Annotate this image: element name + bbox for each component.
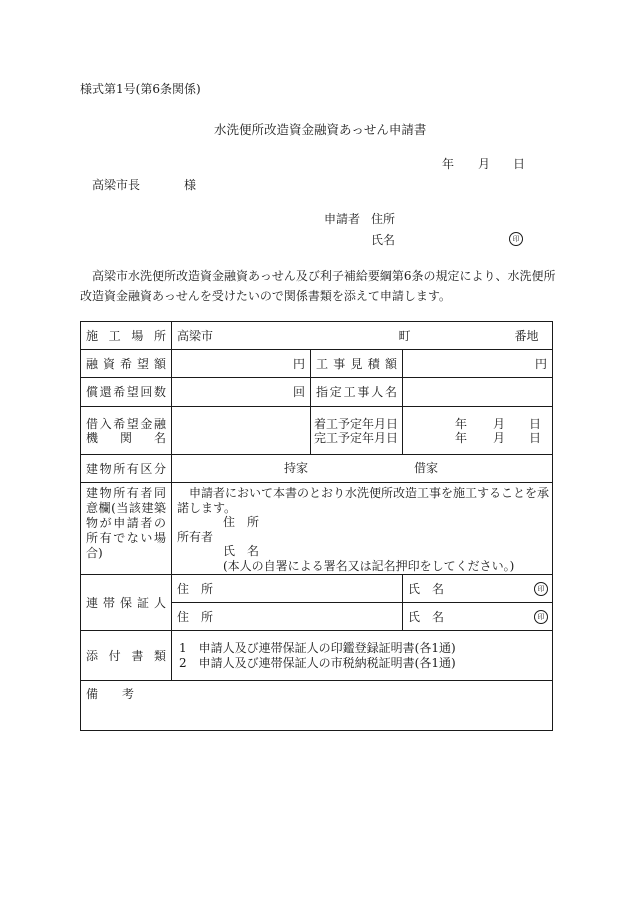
applicant-seal-icon: 印 [509,230,523,246]
guarantor-label: 連帯保証人 [81,575,172,631]
intro-line-2: 改造資金融資あっせんを受けたいので関係書類を添えて申請します。 [80,289,451,303]
remarks-field[interactable] [81,681,553,731]
site-lot: 番地 [514,328,539,343]
row-loan [81,350,553,378]
consent-address-label: 住 所 [223,515,260,529]
addressee: 高梁市長 [92,178,141,192]
repay-times: 回 [292,385,305,399]
date-day: 日 [513,157,526,171]
applicant-name-label: 氏名 [371,233,396,247]
guarantor-1-seal-icon: 印 [534,582,548,596]
consent-name-label: 氏 名 [223,544,260,558]
remarks-label: 備 考 [86,687,135,701]
end-date-label: 完工予定年月日 [314,430,399,445]
ownership-label: 建物所有区分 [81,455,172,483]
estimate-field[interactable] [403,350,553,378]
guarantor-2-seal-icon: 印 [534,610,548,624]
row-bank [81,407,553,455]
ownership-options[interactable] [172,455,553,483]
row-attachments [81,631,553,681]
rent-house-option[interactable]: 借家 [414,461,439,475]
start-date-label: 着工予定年月日 [314,416,399,431]
bank-label: 借入希望金融 機関名 [81,407,172,455]
attachments-label: 添付書類 [81,631,172,681]
row-guarantor-1 [81,575,553,603]
end-date-row: 年 月 日 [455,430,542,445]
guarantor-2-name[interactable]: 氏 名 印 [403,603,553,631]
consent-body[interactable] [172,483,553,575]
schedule-labels [311,407,403,455]
row-repay [81,378,553,407]
consent-owner-label: 所有者 [177,529,214,544]
applicant-address-label: 住所 [371,212,396,226]
form-number: 様式第1号(第6条関係) [80,82,201,96]
estimate-label: 工事見積額 [311,350,403,378]
consent-note: (本人の自署による署名又は記名押印をしてください。) [223,558,515,573]
guarantor-2-address[interactable]: 住 所 [172,603,403,631]
loan-yen: 円 [292,356,305,371]
loan-amount-field[interactable] [172,350,311,378]
estimate-yen: 円 [534,356,547,371]
site-town: 町 [398,328,411,343]
contractor-field[interactable] [403,378,553,407]
application-form-table [80,321,553,731]
own-house-option[interactable]: 持家 [284,461,309,475]
attachments-list [172,631,553,681]
bank-field[interactable] [172,407,311,455]
date-month: 月 [478,157,491,171]
date-year: 年 [442,157,455,171]
row-site [81,322,553,350]
row-ownership [81,455,553,483]
schedule-dates[interactable] [403,407,553,455]
attachment-2: 2 申請人及び連帯保証人の市税納税証明書(各1通) [179,655,456,670]
guarantor-1-address[interactable]: 住 所 [172,575,403,603]
addressee-suffix: 様 [184,178,197,192]
repay-label: 償還希望回数 [81,378,172,407]
repay-field[interactable] [172,378,311,407]
document-title: 水洗便所改造資金融資あっせん申請書 [214,122,427,137]
site-label: 施工場所 [81,322,172,350]
consent-text-2: 諾します。 [177,500,237,515]
row-consent [81,483,553,575]
row-remarks [81,681,553,731]
applicant-label: 申請者 [324,212,361,226]
intro-line-1: 高梁市水洗便所改造資金融資あっせん及び利子補給要綱第6条の規定により、水洗便所 [92,269,556,283]
site-value[interactable] [172,322,553,350]
site-city: 高梁市 [177,328,214,343]
contractor-label: 指定工事人名 [311,378,403,407]
loan-amount-label: 融資希望額 [81,350,172,378]
consent-label: 建物所有者同 意欄(当該建築 物が申請者の 所有でない場 合) [81,483,172,575]
attachment-1: 1 申請人及び連帯保証人の印鑑登録証明書(各1通) [179,640,456,655]
start-date-row: 年 月 日 [455,416,542,431]
consent-text-1: 申請者において本書のとおり水洗便所改造工事を施工することを承 [189,486,550,500]
guarantor-1-name[interactable]: 氏 名 印 [403,575,553,603]
